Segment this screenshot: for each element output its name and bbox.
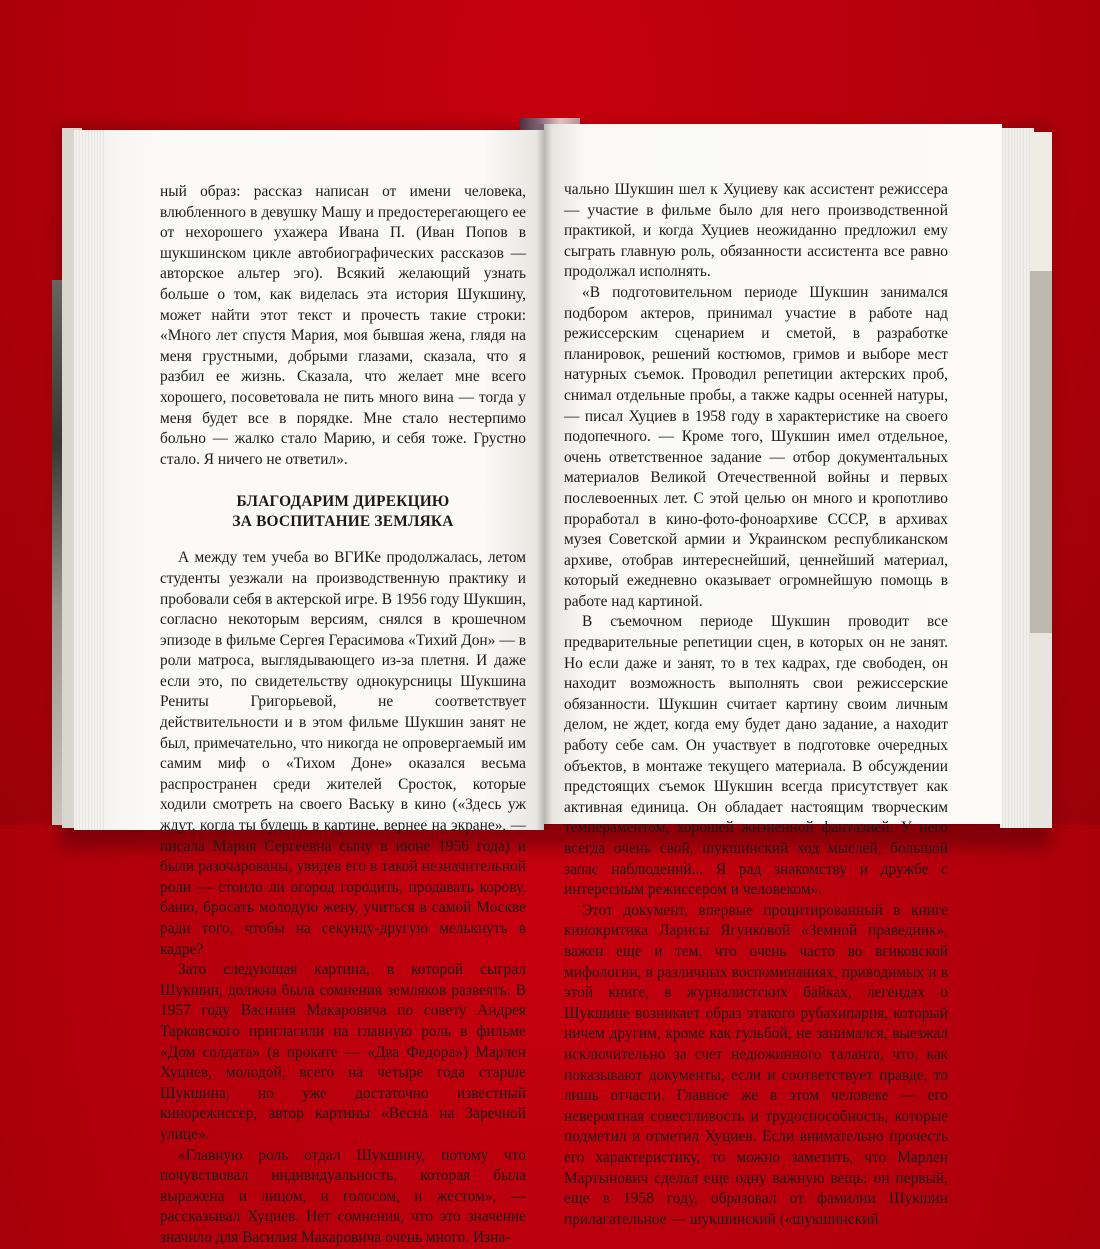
left-page: [104, 130, 544, 1246]
chapter-heading: [160, 492, 526, 532]
paragraph: А между тем учеба во ВГИКе продолжалась, летом студенты уезжали на производственную практику и пробовали себя в актерской игре. В 1956 году Шукшин, согласно некоторым версиям, снялся в крошечном эпизоде в фильме Сергея Герасимова «Тихий Дон» — в роли матроса, выглядывающего из-за плетня. И даже если это, по свидетельству однокурсницы Шукшина Рениты Григорьевой, не соответствует действительности и в этом фильме Шукшин занят не был, примечательно, что никогда не опровергаемый им самим миф о «Тихом Доне» оказался весьма распространен среди жителей Сросток, которые ходили смотреть на своего Ваську в кино («Здесь уж ждут, когда ты будешь в картине, вернее на экране», — писала Мария Сергеевна сыну в июне 1956 года) и были разочарованы, увидев его в такой незначительной роли — стоило ли огород городить, продавать корову, баню, бросать молодую жену, учиться в самой Москве ради того, чтобы на секунду-другую мелькнуть в кадре?: [160, 549, 526, 958]
left-page-text: [160, 182, 526, 1249]
paragraph: Этот документ, впервые процитированный в книге кинокритика Ларисы Ягунковой «Земной праведник», важен еще и тем, что очень часто во вгиковской мифологии, в различных воспоминаниях, приводимых и в этой книге, в журналистских байках, легендах о Шукшине возникает образ этакого рубахипарня, который ничем другим, кроме как гульбой, не занимался, выезжал исключительно за счет недюжинного таланта, что, как показывают документы, если и соответствует правде, то лишь отчасти. Главное же в этом человеке — его невероятная совестливость и трудоспособность, которые подметил и отметил Хуциев. Если внимательно прочесть его характеристику, то можно заметить, что Марлен Мартынович сделал еще одну важную вещь: он первый, еще в 1958 году, образовал от фамилии Шукшин прилагательное — шукшинский («шукшинский: [564, 901, 948, 1228]
book-gutter: [536, 124, 552, 830]
paragraph: чально Шукшин шел к Хуциеву как ассистент режиссера — участие в фильме было для него производственной практикой, и когда Хуциев неожиданно предложил ему сыграть главную роль, обязанности ассистента все равно продолжал исполнять.: [564, 181, 948, 281]
right-page-stack: [1000, 128, 1034, 828]
left-paragraphs-before: [160, 182, 526, 470]
paragraph: В съемочном периоде Шукшин проводит все предварительные репетиции сцен, в которых он не занят. Но если даже и занят, то в тех кадрах, где свободен, он находит возможность выполнять свои режиссерские обязанности. Шукшин считает картину своим личным делом, не ждет, когда ему будет дано задание, а находит работу себе сам. Он участвует в подготовке очередных объектов, в монтаже текущего материала. В обсуждении предстоящих съемок Шукшин всегда присутствует как активная единица. Он обладает настоящим творческим темпераментом, хорошей жизненной фантазией. У него всегда очень свой, шукшинский ход мыслей, большой запас наблюдений... Я рад знакомству и дружбе с интересным режиссером и человеком».: [564, 613, 948, 899]
paragraph: ный образ: рассказ написан от имени человека, влюбленного в девушку Машу и предостерегающего ее от нехорошего ухажера Ивана П. (Иван Попов в шукшинском цикле автобиографических рассказов — авторское альтер эго). Всякий желающий узнать больше о том, как виделась эта история Шукшину, может найти этот текст и прочесть такие строки: «Много лет спустя Мария, моя бывшая жена, глядя на меня грустными, добрыми глазами, сказала, что я разбил ее жизнь. Сказала, что желает мне всего хорошего, посоветовала не пить много вина — тогда у меня будет все в порядке. Мне стало нестерпимо больно — жалко стало Марию, и себя тоже. Грустно стало. Я ничего не ответил».: [160, 183, 526, 468]
paragraph: «Главную роль отдал Шукшину, потому что почувствовал индивидуальность, которая была выражена и лицом, и голосом, и жестом», — рассказывал Хуциев. Нет сомнения, что это значение значило для Василия Макаровича очень много. Изна-: [160, 1146, 526, 1246]
right-page: [544, 124, 1002, 1228]
paragraph: Зато следующая картина, в которой сыграл Шукшин, должна была сомнения земляков развеять. В 1957 году Василия Макаровича по совету Андрея Тарковского пригласили на главную роль в фильме «Дом солдата» (в прокате — «Два Федора») Марлен Хуциев, молодой, всего на четыре года старше Шукшина, но уже достаточно известный кинорежиссер, автор картины «Весна на Заречной улице».: [160, 961, 526, 1143]
right-page-text: [564, 180, 948, 1230]
paragraph: «В подготовительном периоде Шукшин занимался подбором актеров, принимал участие в работе над режиссерским сценарием и сметой, в разработке планировок, решений костюмов, гримов и выборе мест натурных съемок. Проводил репетиции актерских проб, снимал отдельные пробы, а также кадры осенней натуры, — писал Хуциев в 1958 году в характеристике на своего подопечного. — Кроме того, Шукшин имел отдельное, очень ответственное задание — отбор документальных материалов Великой Отечественной войны и первых послевоенных лет. С этой целью он много и кропотливо проработал в кино-фото-фоноархиве СССР, в архивах музея Советской армии и Украинском республиканском архиве, отобрав интереснейший, ценнейший материал, который ежедневно оказывает огромнейшую помощь в работе над картиной.: [564, 283, 948, 610]
chapter-heading-line-1: БЛАГОДАРИМ ДИРЕКЦИЮ: [236, 493, 450, 511]
left-paragraphs-after: [160, 548, 526, 1248]
right-cover-edge: [1030, 132, 1052, 828]
chapter-heading-line-2: ЗА ВОСПИТАНИЕ ЗЕМЛЯКА: [232, 513, 454, 531]
